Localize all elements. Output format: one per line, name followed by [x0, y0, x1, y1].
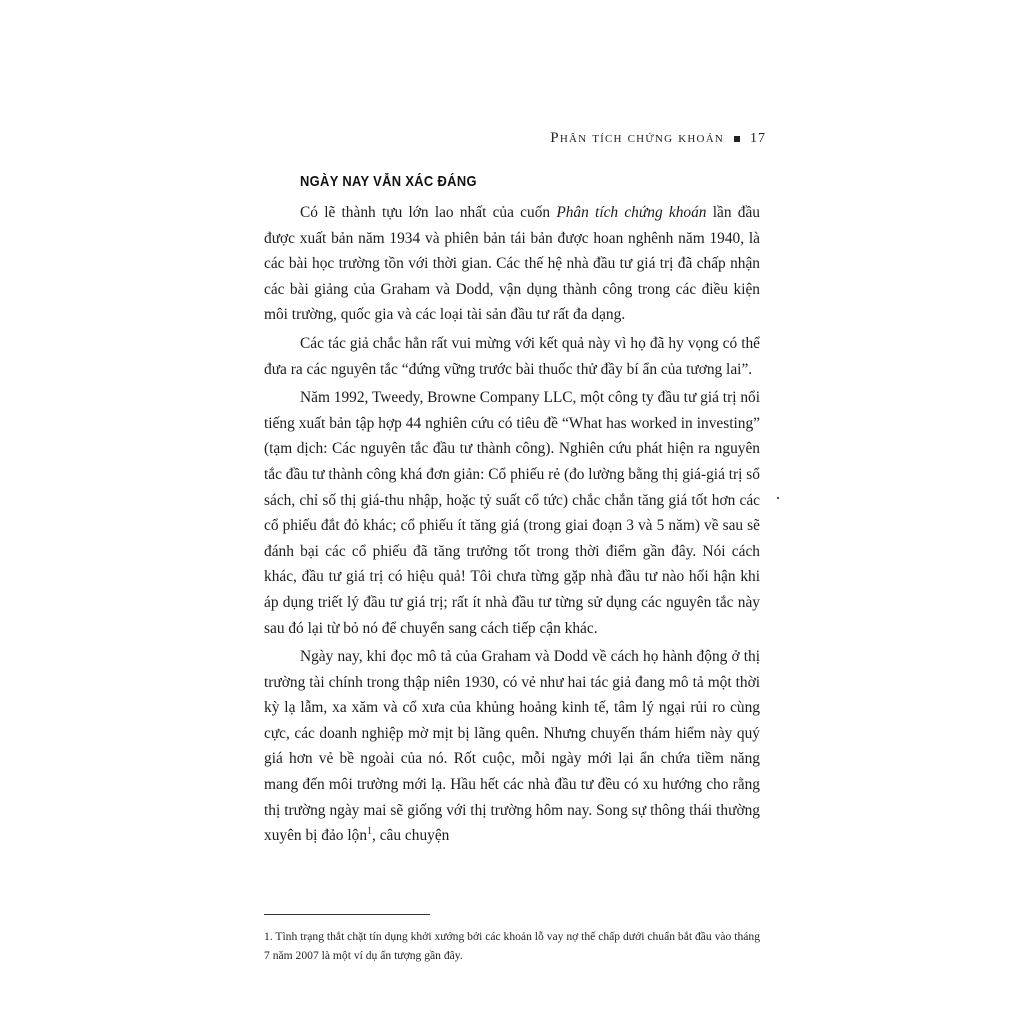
section-heading: NGÀY NAY VẪN XÁC ĐÁNG: [300, 173, 477, 190]
paragraph-3: Năm 1992, Tweedy, Browne Company LLC, một công ty đầu tư giá trị nổi tiếng xuất bản tập hợp 44 nghiên cứu có tiêu đề “What has worked in investing” (tạm dịch: Các nguyên tắc đầu tư thành công). Nghiên cứu phát hiện ra nguyên tắc đầu tư thành công khá đơn giản: Cổ phiếu rẻ (đo lường bằng thị giá-giá trị sổ sách, chỉ số thị giá-thu nhập, hoặc tỷ suất cổ tức) chắc chắn tăng giá tốt hơn các cổ phiếu đắt đỏ khác; cổ phiếu ít tăng giá (trong giai đoạn 3 và 5 năm) về sau sẽ đánh bại các cổ phiếu đã tăng trưởng tốt trong thời điểm gần đây. Nói cách khác, đầu tư giá trị có hiệu quả! Tôi chưa từng gặp nhà đầu tư nào hối hận khi áp dụng triết lý đầu tư giá trị; rất ít nhà đầu tư từng sử dụng các nguyên tắc này sau đó lại từ bỏ nó để chuyển sang cách tiếp cận khác.: [264, 389, 760, 637]
running-head-title: Phân tích chứng khoán: [550, 130, 724, 146]
paragraph-1-lead: Có lẽ thành tựu lớn lao nhất của cuốn: [300, 204, 557, 221]
paragraph-4: [264, 644, 760, 849]
book-title-italic: Phân tích chứng khoán: [556, 204, 707, 221]
page-number: 17: [750, 130, 766, 146]
footnote: 1. Tình trạng thắt chặt tín dụng khởi xướng bởi các khoản lỗ vay nợ thế chấp dưới chuẩn bắt đầu vào tháng 7 năm 2007 là một ví dụ ấn tượng gần đây.: [264, 930, 761, 962]
square-bullet-icon: [734, 136, 740, 142]
ink-speck: [777, 497, 779, 499]
body-text: [264, 200, 760, 849]
footnote-reference: 1: [367, 826, 373, 838]
running-head: [550, 130, 766, 147]
paragraph-4-lead: Ngày nay, khi đọc mô tả của Graham và Dodd về cách họ hành động ở thị trường tài chính trong thập niên 1930, có vẻ như hai tác giả đang mô tả một thời kỳ lạ lẫm, xa xăm và cổ xưa của khủng hoảng kinh tế, tâm lý ngại rủi ro cùng cực, các doanh nghiệp mờ mịt bị lãng quên. Nhưng chuyến thám hiểm này quý giá hơn vẻ bề ngoài của nó. Rốt cuộc, mỗi ngày mới lại ẩn chứa tiềm năng mang đến môi trường mới lạ. Hầu hết các nhà đầu tư đều có xu hướng cho rằng thị trường ngày mai sẽ giống với thị trường hôm nay. Song sự thông thái thường xuyên bị đảo lộn: [264, 648, 760, 845]
paragraph-4-rest: , câu chuyện: [372, 827, 450, 845]
paragraph-1: [264, 200, 760, 328]
paragraph-1-rest: lần đầu được xuất bản năm 1934 và phiên bản tái bản được hoan nghênh năm 1940, là các bài học trường tồn với thời gian. Các thế hệ nhà đầu tư giá trị đã chấp nhận các bài giảng của Graham và Dodd, vận dụng thành công trong các điều kiện môi trường, quốc gia và các loại tài sản đầu tư rất đa dạng.: [264, 204, 760, 324]
paragraph-2: Các tác giả chắc hẳn rất vui mừng với kết quả này vì họ đã hy vọng có thể đưa ra các nguyên tắc “đứng vững trước bài thuốc thử đầy bí ẩn của tương lai”.: [264, 334, 760, 378]
footnote-divider: [264, 914, 430, 915]
